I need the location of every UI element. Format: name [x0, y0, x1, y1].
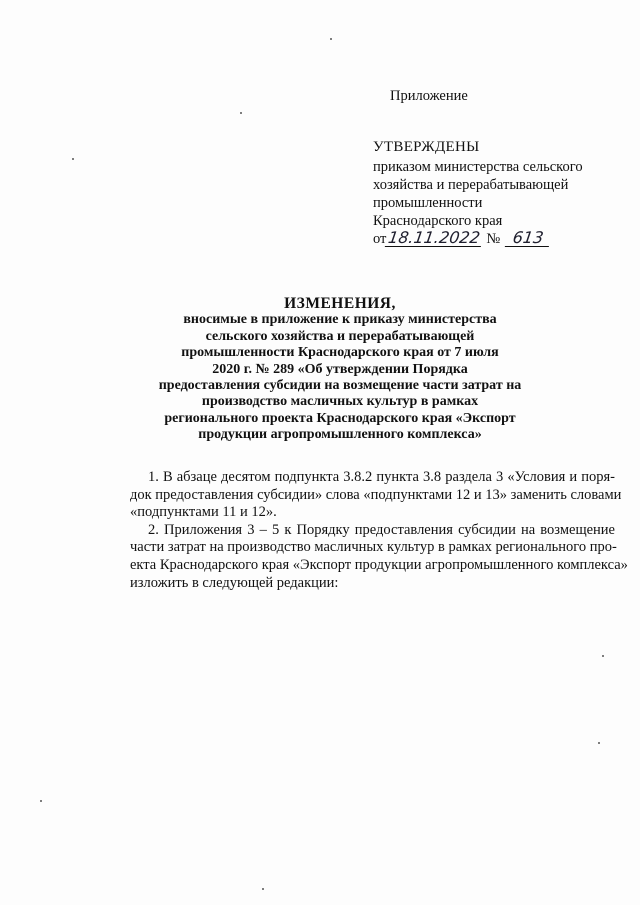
- approval-line: промышленности: [373, 195, 483, 211]
- scan-speck: [40, 800, 42, 802]
- heading-line: предоставления субсидии на возмещение части затрат на: [158, 378, 522, 394]
- heading-title: ИЗМЕНЕНИЯ,: [284, 295, 396, 312]
- heading-line: продукции агропромышленного комплекса»: [198, 427, 482, 443]
- handwritten-date: 18.11.2022: [385, 230, 483, 247]
- appendix-label: Приложение: [390, 88, 468, 104]
- paragraph-line: изложить в следующей редакции:: [130, 574, 339, 591]
- approval-line: Краснодарского края: [373, 213, 503, 229]
- heading-line: 2020 г. № 289 «Об утверждении Порядка: [212, 361, 468, 377]
- paragraph-line: екта Краснодарского края «Экспорт продукции агропромышленного комплекса»: [130, 556, 628, 573]
- paragraph-1: [130, 469, 622, 522]
- heading-line: регионального проекта Краснодарского края «Экспорт: [164, 410, 516, 426]
- order-date-number: [373, 230, 628, 248]
- paragraph-line: части затрат на производство масличных культур в рамках регионального про-: [130, 539, 617, 556]
- approval-title: УТВЕРЖДЕНЫ: [373, 139, 480, 155]
- scan-speck: [240, 112, 242, 114]
- scan-speck: [72, 158, 74, 160]
- paragraph-line: док предоставления субсидии» слова «подпунктами 12 и 13» заменить словами: [130, 486, 622, 503]
- handwritten-number: 613: [505, 230, 551, 247]
- heading-line: производство масличных культур в рамках: [201, 394, 479, 410]
- heading-line: сельского хозяйства и перерабатывающей: [205, 328, 475, 344]
- paragraph-2: [130, 521, 628, 592]
- approval-line: хозяйства и перерабатывающей: [373, 177, 569, 193]
- number-sign: №: [486, 231, 501, 247]
- approval-block: [373, 138, 628, 248]
- paragraph-line: 2. Приложения 3 – 5 к Порядку предоставления субсидии на возмещение: [148, 521, 615, 538]
- document-body: [130, 469, 628, 592]
- scan-speck: [330, 38, 332, 40]
- paragraph-line: 1. В абзаце десятом подпункта 3.8.2 пункта 3.8 раздела 3 «Условия и поря-: [148, 469, 615, 485]
- scan-speck: [598, 742, 600, 744]
- scan-speck: [602, 655, 604, 657]
- scan-speck: [262, 888, 264, 890]
- heading-line: вносимые в приложение к приказу министерства: [183, 312, 497, 328]
- date-prefix: от: [373, 231, 387, 247]
- heading-line: промышленности Краснодарского края от 7 июля: [181, 345, 499, 361]
- approval-line: приказом министерства сельского: [373, 159, 583, 175]
- paragraph-line: «подпунктами 11 и 12».: [130, 504, 277, 521]
- document-heading: [140, 296, 540, 444]
